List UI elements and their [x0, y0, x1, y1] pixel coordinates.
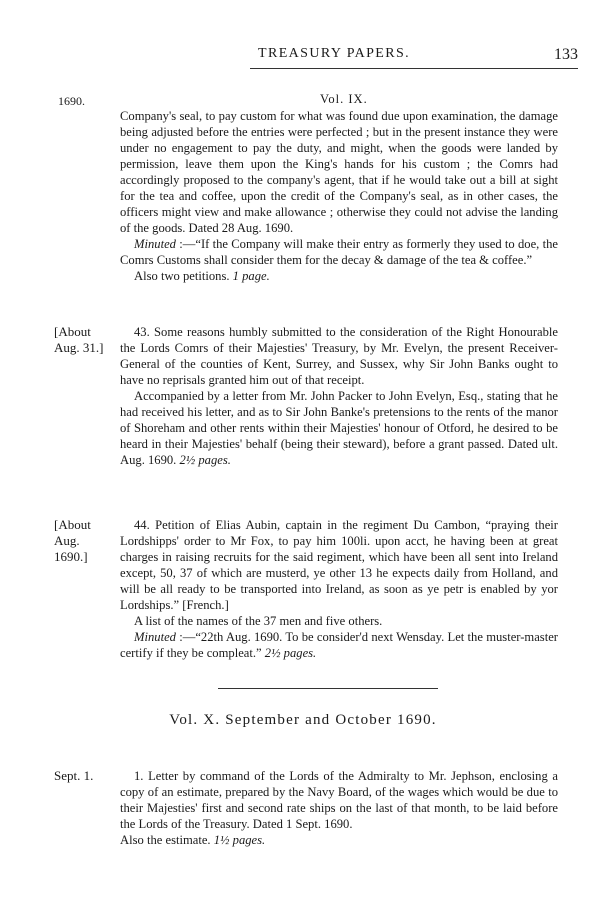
- entry-43-date: [54, 324, 114, 356]
- section-rule: [218, 688, 438, 689]
- date-line-1: [About: [54, 517, 91, 532]
- minute-text: :—“If the Company will make their entry as formerly they used to doe, the Comrs Customs shall consider them for the decay & damage of the tea & coffee.”: [120, 237, 558, 267]
- date-line-1: [About: [54, 324, 91, 339]
- entry-x1: [120, 768, 558, 848]
- entry-43-accompanied: [120, 388, 558, 468]
- entry-43-text: 43. Some reasons humbly submitted to the consideration of the Right Honourable the Lords Comrs of their Majesties' Treasury, by Mr. Evelyn, the present Receiver-General of the counties of Kent, Surrey, and Sussex, why Sir John Banks ought to have no reprisals granted him out of that receipt.: [120, 325, 558, 387]
- entry-x1-date: [54, 768, 114, 784]
- date-line-2: Aug. 31.]: [54, 340, 104, 355]
- page-count: 1½ pages.: [213, 833, 266, 847]
- date-line-2: Aug. 1690.]: [54, 533, 88, 564]
- running-head: [258, 46, 578, 64]
- entry-44-text: 44. Petition of Elias Aubin, captain in the regiment Du Cambon, “praying their Lordshipps' order to Mr Fox, to pay him 100li. upon acct, he having been at great charges in raising recruits for the said regiment, which have been all sent into Ireland except, 50, 37 of which are musterd, ye other 13 he expects daily from Holland, and will be all ready to be transported into Ireland, as soon as ye petr is enabled by yor Lordships.” [French.]: [120, 518, 558, 612]
- entry-44: [120, 517, 558, 661]
- entry-42-minute: [120, 236, 558, 268]
- volume-x-heading: Vol. X. September and October 1690.: [169, 712, 437, 728]
- header-rule: [250, 68, 578, 69]
- page-count: 2½ pages.: [264, 646, 317, 660]
- page-number: 133: [554, 46, 578, 63]
- page-count: 1 page.: [232, 269, 270, 283]
- minute-text: :—“22th Aug. 1690. To be consider'd next Wensday. Let the muster-master certify if they be compleat.”: [120, 630, 558, 660]
- minuted-label: Minuted: [134, 237, 176, 251]
- running-title: TREASURY PAPERS.: [258, 46, 411, 61]
- entry-44-list: A list of the names of the 37 men and five others.: [134, 614, 383, 628]
- minuted-label: Minuted: [134, 630, 176, 644]
- volume-label: Vol. IX.: [320, 92, 368, 106]
- entry-x1-text: 1. Letter by command of the Lords of the Admiralty to Mr. Jephson, enclosing a copy of an estimate, prepared by the Navy Board, of the wages which would be due to their Majesties' first and second rate ships on the last of that month, to be laid before the Lords of the Treasury. Dated 1 Sept. 1690.: [120, 769, 558, 831]
- entry-42-also: [120, 268, 558, 284]
- entry-43: [120, 324, 558, 468]
- entry-44-minute: [120, 629, 558, 661]
- also-text: Also two petitions.: [134, 269, 230, 283]
- entry-x1-also: [120, 832, 558, 848]
- margin-year: 1690.: [58, 94, 85, 108]
- date-line-1: Sept. 1.: [54, 768, 94, 783]
- entry-42-text: Company's seal, to pay custom for what was found due upon examination, the damage being adjusted before the entries were perfected ; but in the present instance they were under no engagement to pay the duty, and might, when the goods were landed by permission, leave them upon the King's hands for his custom ; the Comrs had accordingly proposed to the company's agent, that if he would take out a bill at sight for the tea and coffee, upon the credit of the Company's seal, as in other cases, the officers might view and make allowance ; otherwise they could not advise the landing of the goods. Dated 28 Aug. 1690.: [120, 109, 558, 235]
- also-text: Also the estimate.: [120, 833, 211, 847]
- entry-42-continuation: [120, 108, 558, 284]
- accompanied-text: Accompanied by a letter from Mr. John Packer to John Evelyn, Esq., stating that he had received his letter, and as to Sir John Banke's pretensions to the rents of the manor of Shoreham and other rents within their Majesties' honour of Otford, he desired to be heard in their Majesties' behalf (being their steward), before a grant passed. Dated ult. Aug. 1690.: [120, 389, 558, 467]
- entry-44-date: [54, 517, 114, 565]
- page-count: 2½ pages.: [179, 453, 231, 467]
